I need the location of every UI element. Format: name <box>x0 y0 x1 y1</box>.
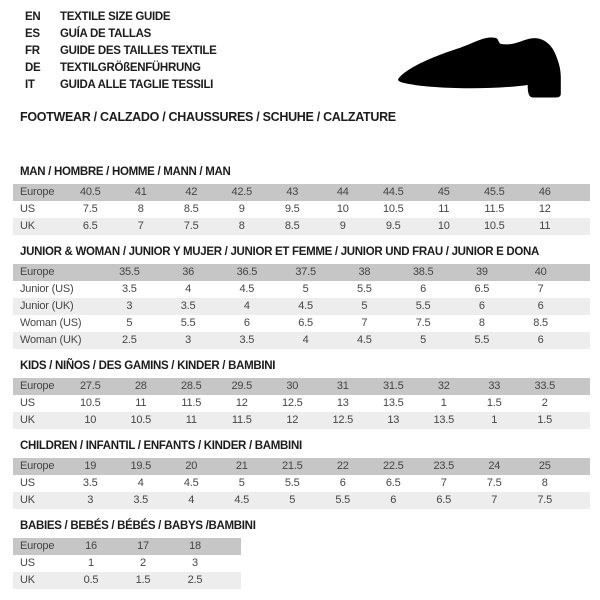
language-code: FR <box>25 45 40 57</box>
size-value: 12 <box>235 397 248 409</box>
size-value: 1.5 <box>486 397 502 409</box>
size-value: 6 <box>243 317 250 329</box>
size-value: 5 <box>361 300 368 312</box>
size-value: 4 <box>137 477 144 489</box>
size-value: 5.5 <box>284 477 300 489</box>
size-value: 7 <box>137 220 144 232</box>
table-row <box>13 378 590 395</box>
size-value: 6.5 <box>474 283 490 295</box>
table-row <box>13 395 590 412</box>
size-value: 3 <box>185 334 192 346</box>
row-label: UK <box>20 414 35 426</box>
size-value: 18 <box>189 540 201 552</box>
table-row <box>13 298 590 315</box>
size-value: 5.5 <box>180 317 196 329</box>
size-value: 25 <box>538 460 551 472</box>
language-code: IT <box>25 79 35 91</box>
size-value: 32 <box>437 380 450 392</box>
size-value: 7 <box>440 477 447 489</box>
size-value: 9.5 <box>284 203 300 215</box>
size-value: 4.5 <box>357 334 372 346</box>
size-value: 45 <box>437 186 450 198</box>
size-value: 44 <box>336 186 349 198</box>
table-row <box>13 475 590 492</box>
table-row <box>13 458 590 475</box>
size-value: 5 <box>302 283 309 295</box>
table-row <box>13 555 241 572</box>
size-value: 4.5 <box>183 477 199 489</box>
size-value: 1.5 <box>537 414 553 426</box>
table-row <box>13 281 590 298</box>
size-value: 6.5 <box>82 220 98 232</box>
size-value: 11.5 <box>231 414 252 426</box>
size-value: 10.5 <box>130 414 152 426</box>
row-label: Europe <box>20 186 55 198</box>
row-label: US <box>20 477 35 489</box>
size-value: 4 <box>185 283 192 295</box>
table-row <box>13 201 590 218</box>
size-value: 30 <box>286 380 299 392</box>
size-table-section-man <box>0 165 600 235</box>
size-value: 28 <box>134 380 147 392</box>
size-value: 3 <box>87 494 94 506</box>
size-value: 13.5 <box>433 414 455 426</box>
size-value: 6 <box>537 300 544 312</box>
size-value: 11.5 <box>181 397 202 409</box>
size-value: 6 <box>478 300 485 312</box>
shoe-icon <box>388 12 580 108</box>
table-row <box>13 572 241 589</box>
size-value: 16 <box>85 540 97 552</box>
size-table <box>13 378 590 429</box>
size-value: 40 <box>534 266 547 278</box>
size-value: 21 <box>235 460 248 472</box>
size-table <box>13 458 590 509</box>
size-value: 24 <box>488 460 501 472</box>
size-value: 2 <box>140 557 146 569</box>
language-code: EN <box>25 11 41 23</box>
size-value: 3.5 <box>239 334 255 346</box>
size-value: 1 <box>88 557 94 569</box>
size-value: 7 <box>491 494 498 506</box>
size-value: 38 <box>358 266 371 278</box>
size-value: 6 <box>339 477 346 489</box>
row-label: UK <box>20 220 35 232</box>
size-value: 2.5 <box>122 334 137 346</box>
size-value: 36.5 <box>236 266 258 278</box>
size-value: 7.5 <box>415 317 431 329</box>
size-value: 3.5 <box>122 283 137 295</box>
size-value: 3.5 <box>82 477 98 489</box>
size-value: 4 <box>188 494 195 506</box>
size-value: 42.5 <box>231 186 253 198</box>
size-table <box>13 184 590 235</box>
language-title: GUÍA DE TALLAS <box>60 28 151 40</box>
language-code: DE <box>25 62 41 74</box>
size-value: 3 <box>192 557 198 569</box>
table-row <box>13 332 590 349</box>
row-label: Europe <box>20 380 55 392</box>
size-value: 46 <box>538 186 551 198</box>
table-row <box>13 315 590 332</box>
row-label: Junior (UK) <box>20 300 74 312</box>
size-value: 45.5 <box>483 186 505 198</box>
language-title: GUIDE DES TAILLES TEXTILE <box>60 45 217 57</box>
row-label: US <box>20 203 35 215</box>
size-value: 5.5 <box>335 494 351 506</box>
size-value: 3 <box>126 300 133 312</box>
size-value: 10.5 <box>79 397 101 409</box>
size-value: 5 <box>238 477 245 489</box>
size-value: 31.5 <box>382 380 404 392</box>
size-value: 5.5 <box>415 300 431 312</box>
table-row <box>13 218 590 235</box>
size-value: 7.5 <box>537 494 553 506</box>
size-value: 6.5 <box>385 477 401 489</box>
size-value: 4 <box>243 300 250 312</box>
size-value: 2.5 <box>187 574 203 586</box>
size-value: 6 <box>390 494 397 506</box>
size-value: 8.5 <box>183 203 199 215</box>
size-value: 11.5 <box>484 203 505 215</box>
size-table-title: BABIES / BEBÉS / BÉBÉS / BABYS /BAMBINI <box>20 520 256 532</box>
size-value: 19.5 <box>130 460 152 472</box>
size-value: 37.5 <box>295 266 316 278</box>
size-value: 28.5 <box>180 380 202 392</box>
size-value: 6.5 <box>298 317 313 329</box>
row-label: Junior (US) <box>20 283 74 295</box>
size-value: 7.5 <box>183 220 199 232</box>
size-value: 44.5 <box>382 186 404 198</box>
size-value: 11 <box>438 203 450 215</box>
size-value: 5.5 <box>474 334 490 346</box>
size-value: 35.5 <box>119 266 140 278</box>
size-value: 11 <box>539 220 551 232</box>
size-value: 31 <box>336 380 349 392</box>
size-value: 2 <box>541 397 548 409</box>
size-value: 10 <box>84 414 97 426</box>
row-label: Woman (US) <box>20 317 82 329</box>
row-label: US <box>20 397 35 409</box>
row-label: UK <box>20 574 35 586</box>
size-value: 6 <box>537 334 544 346</box>
size-value: 10.5 <box>483 220 505 232</box>
size-value: 8.5 <box>284 220 300 232</box>
size-value: 4.5 <box>234 494 250 506</box>
table-row <box>13 492 590 509</box>
size-value: 13.5 <box>382 397 404 409</box>
size-value: 33 <box>488 380 501 392</box>
size-table-title: JUNIOR & WOMAN / JUNIOR Y MUJER / JUNIOR ET FEMME / JUNIOR UND FRAU / JUNIOR E DONA <box>20 246 540 258</box>
size-value: 11 <box>135 397 147 409</box>
size-value: 7 <box>537 283 544 295</box>
size-value: 10 <box>336 203 349 215</box>
size-value: 42 <box>185 186 198 198</box>
size-value: 13 <box>336 397 349 409</box>
row-label: Europe <box>20 460 55 472</box>
size-table-section-children <box>0 439 600 509</box>
size-value: 12.5 <box>281 397 303 409</box>
size-value: 12 <box>538 203 551 215</box>
size-value: 22.5 <box>382 460 404 472</box>
size-value: 1 <box>491 414 498 426</box>
size-value: 1 <box>440 397 447 409</box>
size-value: 1.5 <box>135 574 151 586</box>
size-value: 5 <box>420 334 427 346</box>
size-value: 6 <box>420 283 427 295</box>
size-table <box>13 264 590 349</box>
size-value: 8 <box>478 317 485 329</box>
size-value: 10.5 <box>382 203 404 215</box>
size-value: 4.5 <box>239 283 255 295</box>
size-value: 0.5 <box>83 574 99 586</box>
row-label: Europe <box>20 540 55 552</box>
size-value: 4 <box>302 334 309 346</box>
table-row <box>13 538 241 555</box>
size-value: 17 <box>137 540 149 552</box>
row-label: US <box>20 557 35 569</box>
size-value: 5 <box>289 494 296 506</box>
size-value: 43 <box>286 186 299 198</box>
table-row <box>13 184 590 201</box>
size-table-title: CHILDREN / INFANTIL / ENFANTS / KINDER / BAMBINI <box>20 440 302 452</box>
size-table-section-kids <box>0 359 600 429</box>
size-value: 38.5 <box>412 266 434 278</box>
size-value: 8.5 <box>533 317 548 329</box>
size-value: 33.5 <box>534 380 556 392</box>
table-row <box>13 412 590 429</box>
size-value: 9 <box>238 203 245 215</box>
category-line: FOOTWEAR / CALZADO / CHAUSSURES / SCHUHE / CALZATURE <box>20 110 396 124</box>
row-label: Europe <box>20 266 55 278</box>
size-value: 40.5 <box>79 186 101 198</box>
size-table-section-junior <box>0 245 600 349</box>
size-value: 41 <box>134 186 147 198</box>
size-value: 12 <box>286 414 299 426</box>
size-value: 5 <box>126 317 133 329</box>
size-value: 29.5 <box>231 380 253 392</box>
size-table-title: KIDS / NIÑOS / DES GAMINS / KINDER / BAMBINI <box>20 360 276 372</box>
language-title: TEXTILE SIZE GUIDE <box>60 11 171 23</box>
size-value: 9 <box>339 220 346 232</box>
size-value: 20 <box>185 460 198 472</box>
size-value: 8 <box>541 477 548 489</box>
size-value: 21.5 <box>281 460 303 472</box>
size-value: 3.5 <box>133 494 149 506</box>
size-value: 5.5 <box>357 283 372 295</box>
size-value: 11 <box>185 414 197 426</box>
size-value: 8 <box>238 220 245 232</box>
size-value: 12.5 <box>332 414 354 426</box>
size-value: 8 <box>137 203 144 215</box>
language-code: ES <box>25 28 40 40</box>
language-title: GUIDA ALLE TAGLIE TESSILI <box>60 79 214 91</box>
size-value: 7.5 <box>486 477 502 489</box>
size-table <box>13 538 241 589</box>
size-value: 27.5 <box>79 380 101 392</box>
size-table-section-babies <box>0 519 600 589</box>
size-value: 3.5 <box>180 300 196 312</box>
size-value: 36 <box>182 266 195 278</box>
size-value: 19 <box>84 460 97 472</box>
size-value: 10 <box>437 220 450 232</box>
table-row <box>13 264 590 281</box>
size-value: 6.5 <box>436 494 452 506</box>
size-value: 4.5 <box>298 300 313 312</box>
size-value: 39 <box>475 266 488 278</box>
size-value: 7.5 <box>82 203 98 215</box>
size-value: 22 <box>336 460 349 472</box>
size-value: 9.5 <box>385 220 401 232</box>
size-tables <box>0 165 600 589</box>
row-label: UK <box>20 494 35 506</box>
row-label: Woman (UK) <box>20 334 82 346</box>
size-value: 7 <box>361 317 368 329</box>
size-value: 23.5 <box>433 460 455 472</box>
size-value: 13 <box>387 414 400 426</box>
size-table-title: MAN / HOMBRE / HOMME / MANN / MAN <box>20 166 231 178</box>
language-title: TEXTILGRÖßENFÜHRUNG <box>60 62 201 74</box>
